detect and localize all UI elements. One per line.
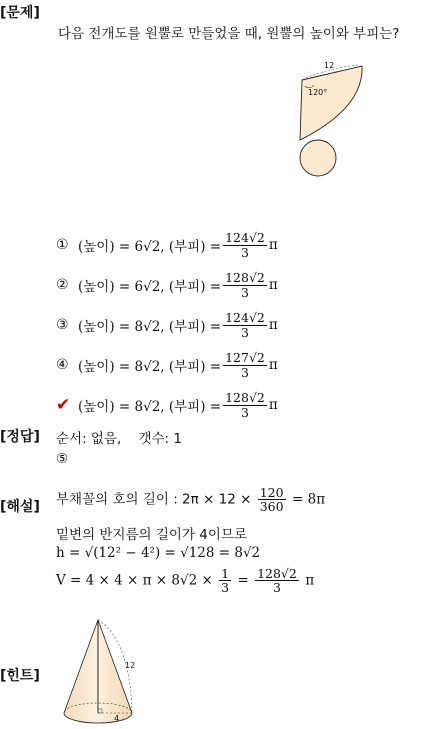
- explanation-fraction-3: $\frac{128√2}{3}$: [257, 566, 297, 596]
- option-2-suffix: π: [268, 277, 278, 293]
- option-5-suffix: π: [268, 397, 278, 413]
- question-label: [문제]: [0, 5, 40, 21]
- sector-radius-label: 12: [324, 61, 335, 70]
- option-5-prefix: (높이) = 8√2, (부피) =: [78, 399, 222, 415]
- explanation-label: [해설]: [0, 499, 40, 515]
- options-list: [56, 225, 386, 425]
- option-3[interactable]: [56, 305, 386, 345]
- option-3-prefix: (높이) = 8√2, (부피) =: [78, 319, 222, 335]
- option-3-suffix: π: [268, 317, 278, 333]
- option-3-number: ③: [56, 317, 69, 333]
- option-1-prefix: (높이) = 6√2, (부피) =: [78, 239, 222, 255]
- option-3-fraction: $\frac{124√2}{3}$: [225, 310, 265, 340]
- explanation-line-4: V = 4 × 4 × π × 8√2 × $\frac{1}{3}$ = $\frac{128√2}{3}$ π: [56, 566, 315, 596]
- option-5[interactable]: [56, 385, 386, 425]
- explanation-fraction-2: $\frac{1}{3}$: [221, 566, 230, 596]
- option-1-fraction: $\frac{124√2}{3}$: [225, 230, 265, 260]
- question-text: 다음 전개도를 원뿔로 만들었을 때, 원뿔의 높이와 부피는?: [58, 26, 400, 42]
- explanation-line-1: 부채꼴의 호의 길이 : 2π × 12 × $\frac{120}{360}$ = 8π: [56, 485, 326, 515]
- sector-shape: [300, 66, 362, 140]
- answer-label: [정답]: [0, 429, 40, 445]
- sector-angle-label: 120°: [308, 88, 328, 97]
- option-1-number: ①: [56, 237, 69, 253]
- option-4-fraction: $\frac{127√2}{3}$: [225, 350, 265, 380]
- option-4[interactable]: [56, 345, 386, 385]
- option-5-fraction: $\frac{128√2}{3}$: [225, 390, 265, 420]
- option-4-suffix: π: [268, 357, 278, 373]
- explanation-fraction-1: $\frac{120}{360}$: [259, 485, 284, 515]
- option-4-number: ④: [56, 357, 69, 373]
- hint-label: [힌트]: [0, 668, 40, 684]
- answer-choice: ⑤: [56, 451, 69, 467]
- option-2-number: ②: [56, 277, 69, 293]
- option-2-prefix: (높이) = 6√2, (부피) =: [78, 279, 222, 295]
- option-1-suffix: π: [268, 237, 278, 253]
- answer-info: 순서: 없음, 갯수: 1: [56, 431, 182, 447]
- option-1[interactable]: [56, 225, 386, 265]
- cone-figure: [58, 614, 148, 729]
- cone-net-figure: [270, 52, 375, 182]
- explanation-line-3: h = √(12² − 4²) = √128 = 8√2: [56, 545, 261, 561]
- option-2[interactable]: [56, 265, 386, 305]
- option-5-check-icon: ✔: [56, 395, 71, 415]
- explanation-line-2: 밑변의 반지름의 길이가 4이므로: [56, 527, 247, 543]
- cone-slant-label: 12: [125, 661, 136, 670]
- option-4-prefix: (높이) = 8√2, (부피) =: [78, 359, 222, 375]
- cone-radius-label: 4: [114, 714, 120, 723]
- option-2-fraction: $\frac{128√2}{3}$: [225, 270, 265, 300]
- base-circle: [300, 140, 336, 176]
